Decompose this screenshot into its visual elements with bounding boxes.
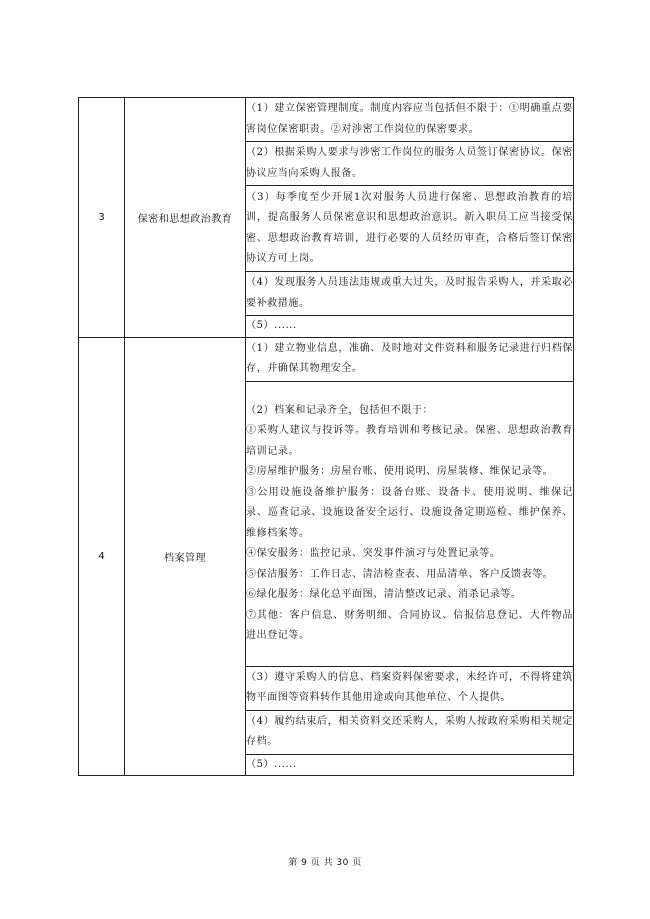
requirement-item: （4）履约结束后，相关资料交还采购人，采购人按政府采购相关规定存档。 (246, 710, 574, 754)
requirement-item: （2）档案和记录齐全，包括但不限于： ①采购人建议与投诉等。教育培训和考核记录。保密、思想政治教育培训记录。 ②房屋维护服务：房屋台账、使用说明、房屋装修、维保记录等。 ③公用设施设备维护服务：设备台账、设备卡、使用说明、维保记录、巡查记录、设施设备安全运行、设施设备定期巡检、维护保养、维修档案等。 ④保安服务：监控记录、突发事件演习与处置记录等。 ⑤保洁服务：工作日志、清洁检查表、用品清单、客户反馈表等。 ⑥绿化服务：绿化总平面图、清洁整改记录、消杀记录等。 ⑦其他：客户信息、财务明细、合同协议、信报信息登记、大件物品进出登记等。 (246, 381, 574, 666)
requirement-item: （3）遵守采购人的信息、档案资料保密要求，未经许可，不得将建筑物平面图等资料转作其他用途或向其他单位、个人提供。 (246, 666, 574, 710)
requirement-item: （5）...... (246, 316, 574, 338)
row-category: 档案管理 (125, 337, 246, 776)
requirement-item: （1）建立保密管理制度。制度内容应当包括但不限于：①明确重点要害岗位保密职责。②对涉密工作岗位的保密要求。 (246, 98, 574, 142)
row-number: 4 (79, 337, 125, 776)
requirement-item: （3）每季度至少开展1次对服务人员进行保密、思想政治教育的培训，提高服务人员保密意识和思想政治意识。新入职员工应当接受保密、思想政治教育培训，进行必要的人员经历审查，合格后签订保密协议方可上岗。 (246, 186, 574, 272)
table-row (79, 98, 574, 142)
requirement-item: （5）...... (246, 754, 574, 776)
requirement-item: （2）根据采购人要求与涉密工作岗位的服务人员签订保密协议。保密协议应当向采购人报备。 (246, 142, 574, 186)
requirement-item: （1）建立物业信息，准确、及时地对文件资料和服务记录进行归档保存，并确保其物理安全。 (246, 337, 574, 381)
requirements-table (78, 97, 574, 776)
table-row (79, 337, 574, 381)
row-number: 3 (79, 98, 125, 338)
row-category: 保密和思想政治教育 (125, 98, 246, 338)
page-footer: 第 9 页 共 30 页 (288, 858, 362, 868)
requirement-item: （4）发现服务人员违法违规或重大过失，及时报告采购人，并采取必要补救措施。 (246, 272, 574, 316)
